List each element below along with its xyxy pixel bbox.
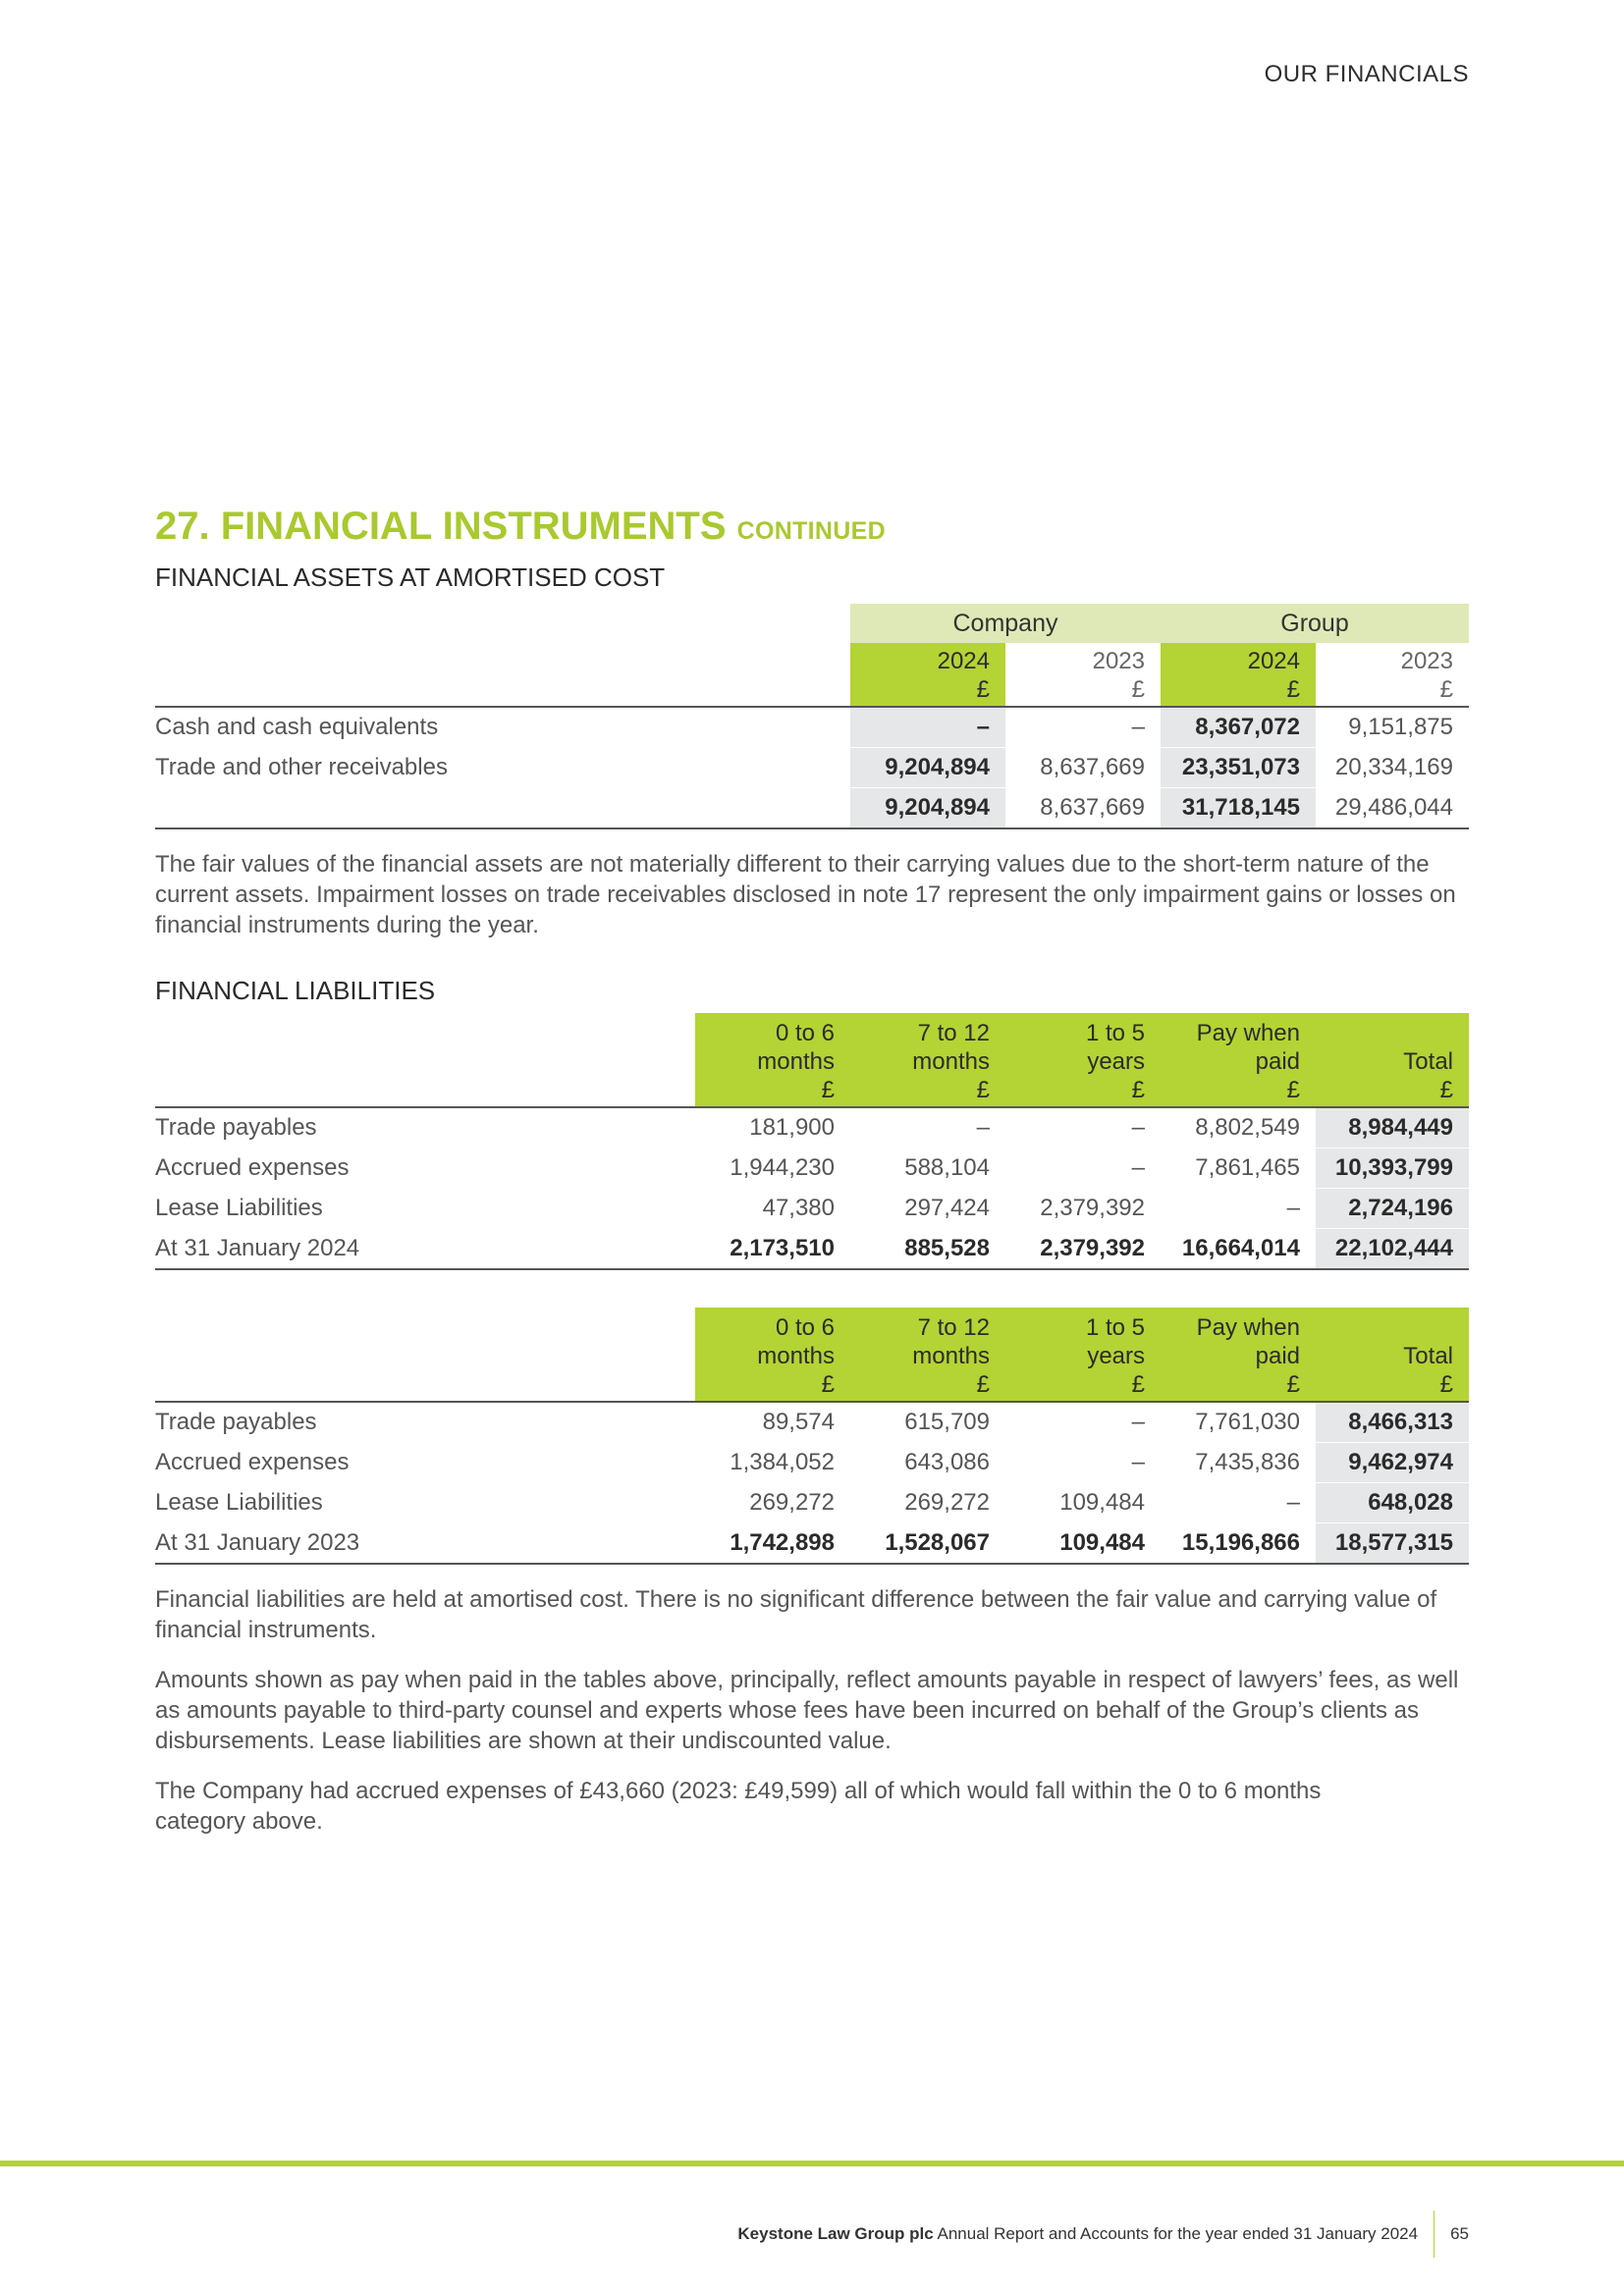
table-cell: 588,104 bbox=[850, 1148, 1005, 1189]
total-row bbox=[155, 788, 1469, 829]
table-cell: 7,435,836 bbox=[1161, 1443, 1316, 1483]
table-cell: – bbox=[1161, 1189, 1316, 1229]
table-cell: 29,486,044 bbox=[1316, 788, 1469, 829]
table-cell: 18,577,315 bbox=[1316, 1523, 1469, 1565]
year-header bbox=[1316, 643, 1469, 707]
table-cell: 109,484 bbox=[1005, 1523, 1161, 1565]
column-header bbox=[1316, 1013, 1469, 1107]
table-cell: 15,196,866 bbox=[1161, 1523, 1316, 1565]
column-header-line: months bbox=[757, 1343, 835, 1369]
column-header bbox=[1316, 1308, 1469, 1402]
column-header-line: years bbox=[1087, 1343, 1145, 1369]
table-cell: 23,351,073 bbox=[1161, 748, 1316, 788]
table-cell: – bbox=[1005, 707, 1161, 748]
year-header bbox=[1161, 643, 1316, 707]
liabilities-header-row bbox=[155, 1013, 1469, 1107]
table-cell: 8,802,549 bbox=[1161, 1107, 1316, 1148]
liabilities-table-2023 bbox=[155, 1308, 1469, 1565]
column-header-line: months bbox=[912, 1048, 990, 1075]
row-label: Accrued expenses bbox=[155, 1443, 695, 1483]
column-header-line: 1 to 5 bbox=[1085, 1020, 1145, 1046]
page-number: 65 bbox=[1450, 2224, 1469, 2243]
liabilities-table-2024 bbox=[155, 1013, 1469, 1270]
table-row bbox=[155, 1107, 1469, 1148]
row-label: Trade payables bbox=[155, 1402, 695, 1443]
assets-table bbox=[155, 604, 1469, 829]
currency-label: £ bbox=[1131, 676, 1145, 703]
assets-group-row bbox=[155, 604, 1469, 643]
column-header bbox=[850, 1013, 1005, 1107]
table-cell: 8,466,313 bbox=[1316, 1402, 1469, 1443]
body-paragraph: The Company had accrued expenses of £43,660 (2023: £49,599) all of which would fall within the 0 to 6 months category above. bbox=[155, 1778, 1322, 1835]
page-footer bbox=[737, 2211, 1469, 2258]
currency-label: £ bbox=[1439, 676, 1453, 703]
currency-label: £ bbox=[1286, 676, 1300, 703]
footer-company: Keystone Law Group plc bbox=[737, 2224, 934, 2243]
table-cell: 22,102,444 bbox=[1316, 1229, 1469, 1270]
table-cell: 181,900 bbox=[695, 1107, 850, 1148]
column-header bbox=[695, 1013, 850, 1107]
year-2023-company: 2023 bbox=[1092, 648, 1145, 674]
column-header-line: 0 to 6 bbox=[775, 1314, 835, 1341]
table-cell: 1,384,052 bbox=[695, 1443, 850, 1483]
company-group-header: Company bbox=[850, 604, 1161, 643]
currency-label: £ bbox=[1439, 1371, 1453, 1398]
table-cell: 269,272 bbox=[850, 1483, 1005, 1523]
row-label: Accrued expenses bbox=[155, 1148, 695, 1189]
assets-year-row bbox=[155, 643, 1469, 707]
continued-label: CONTINUED bbox=[736, 517, 886, 545]
table-cell: 8,367,072 bbox=[1161, 707, 1316, 748]
assets-heading: FINANCIAL ASSETS AT AMORTISED COST bbox=[155, 562, 666, 592]
table-cell: 20,334,169 bbox=[1316, 748, 1469, 788]
total-row bbox=[155, 1523, 1469, 1565]
table-row bbox=[155, 1443, 1469, 1483]
total-row bbox=[155, 1229, 1469, 1270]
table-row bbox=[155, 1402, 1469, 1443]
row-label: Cash and cash equivalents bbox=[155, 707, 850, 748]
year-header bbox=[850, 643, 1005, 707]
table-cell: – bbox=[850, 1107, 1005, 1148]
table-cell: – bbox=[1005, 1107, 1161, 1148]
year-2024-company: 2024 bbox=[937, 648, 990, 674]
table-cell: 2,724,196 bbox=[1316, 1189, 1469, 1229]
table-cell: 31,718,145 bbox=[1161, 788, 1316, 829]
table-cell: 47,380 bbox=[695, 1189, 850, 1229]
table-cell: 1,528,067 bbox=[850, 1523, 1005, 1565]
table-cell: 8,637,669 bbox=[1005, 748, 1161, 788]
liabilities-header-row bbox=[155, 1308, 1469, 1402]
table-cell: 615,709 bbox=[850, 1402, 1005, 1443]
table-row bbox=[155, 1148, 1469, 1189]
row-label bbox=[155, 788, 850, 829]
table-row bbox=[155, 1189, 1469, 1229]
table-cell: 297,424 bbox=[850, 1189, 1005, 1229]
assets-paragraph: The fair values of the financial assets are not materially different to their carrying values due to the short-term nature of the current assets. Impairment losses on trade receivables disclosed in note 17 represent the only impairment gains or losses on financial instruments during the year. bbox=[155, 851, 1456, 938]
column-header-line: 7 to 12 bbox=[917, 1314, 990, 1341]
column-header bbox=[1161, 1308, 1316, 1402]
currency-label: £ bbox=[1131, 1371, 1145, 1398]
row-label: Lease Liabilities bbox=[155, 1189, 695, 1229]
table-row bbox=[155, 748, 1469, 788]
column-header bbox=[1005, 1308, 1161, 1402]
note-content bbox=[155, 503, 1469, 1856]
table-row bbox=[155, 707, 1469, 748]
row-label: Lease Liabilities bbox=[155, 1483, 695, 1523]
row-label: Trade and other receivables bbox=[155, 748, 850, 788]
table-cell: 885,528 bbox=[850, 1229, 1005, 1270]
column-header-line: 0 to 6 bbox=[775, 1020, 835, 1046]
table-cell: – bbox=[850, 707, 1005, 748]
currency-label: £ bbox=[1286, 1371, 1300, 1398]
column-header bbox=[695, 1308, 850, 1402]
currency-label: £ bbox=[1131, 1077, 1145, 1103]
body-paragraph: Financial liabilities are held at amortised cost. There is no significant difference between the fair value and carrying value of financial instruments. bbox=[155, 1586, 1437, 1643]
footer-separator bbox=[1434, 2211, 1435, 2258]
table-cell: – bbox=[1005, 1443, 1161, 1483]
table-cell: 8,984,449 bbox=[1316, 1107, 1469, 1148]
row-label: At 31 January 2023 bbox=[155, 1523, 695, 1565]
table-cell: 16,664,014 bbox=[1161, 1229, 1316, 1270]
body-paragraph: Amounts shown as pay when paid in the tables above, principally, reflect amounts payable in respect of lawyers’ fees, as well as amounts payable to third-party counsel and experts whose fees have been incurred on behalf of the Group’s clients as disbursements. Lease liabilities are shown at their undiscounted value. bbox=[155, 1667, 1459, 1754]
column-header bbox=[1161, 1013, 1316, 1107]
year-header bbox=[1005, 643, 1161, 707]
column-header-line: paid bbox=[1255, 1048, 1300, 1075]
currency-label: £ bbox=[976, 1371, 990, 1398]
table-cell: 269,272 bbox=[695, 1483, 850, 1523]
column-header-line: Total bbox=[1403, 1048, 1453, 1075]
liabilities-heading: FINANCIAL LIABILITIES bbox=[155, 976, 436, 1005]
table-cell: 7,861,465 bbox=[1161, 1148, 1316, 1189]
table-cell: 8,637,669 bbox=[1005, 788, 1161, 829]
currency-label: £ bbox=[821, 1077, 835, 1103]
table-cell: 109,484 bbox=[1005, 1483, 1161, 1523]
table-cell: – bbox=[1161, 1483, 1316, 1523]
column-header bbox=[850, 1308, 1005, 1402]
table-cell: 648,028 bbox=[1316, 1483, 1469, 1523]
currency-label: £ bbox=[1286, 1077, 1300, 1103]
table-cell: 2,379,392 bbox=[1005, 1229, 1161, 1270]
note-title bbox=[155, 503, 1469, 555]
year-2023-group: 2023 bbox=[1400, 648, 1453, 674]
section-header: OUR FINANCIALS bbox=[1264, 61, 1469, 87]
table-cell: 10,393,799 bbox=[1316, 1148, 1469, 1189]
table-cell: 89,574 bbox=[695, 1402, 850, 1443]
currency-label: £ bbox=[1439, 1077, 1453, 1103]
column-header-line: 1 to 5 bbox=[1085, 1314, 1145, 1341]
footer-text bbox=[737, 2224, 1418, 2244]
column-header-line: Pay when bbox=[1196, 1314, 1300, 1341]
table-cell: 9,204,894 bbox=[850, 748, 1005, 788]
table-cell: 9,151,875 bbox=[1316, 707, 1469, 748]
column-header-line: Pay when bbox=[1196, 1020, 1300, 1046]
column-header-line: months bbox=[912, 1343, 990, 1369]
table-cell: 2,173,510 bbox=[695, 1229, 850, 1270]
column-header-line: 7 to 12 bbox=[917, 1020, 990, 1046]
column-header-line: Total bbox=[1403, 1343, 1453, 1369]
table-cell: 9,462,974 bbox=[1316, 1443, 1469, 1483]
row-label: At 31 January 2024 bbox=[155, 1229, 695, 1270]
currency-label: £ bbox=[821, 1371, 835, 1398]
table-cell: 643,086 bbox=[850, 1443, 1005, 1483]
column-header-line: years bbox=[1087, 1048, 1145, 1075]
table-cell: 7,761,030 bbox=[1161, 1402, 1316, 1443]
currency-label: £ bbox=[976, 676, 990, 703]
table-cell: – bbox=[1005, 1148, 1161, 1189]
table-cell: 1,742,898 bbox=[695, 1523, 850, 1565]
table-row bbox=[155, 1483, 1469, 1523]
column-header bbox=[1005, 1013, 1161, 1107]
table-cell: 1,944,230 bbox=[695, 1148, 850, 1189]
note-title-text: 27. FINANCIAL INSTRUMENTS bbox=[155, 505, 727, 548]
row-label: Trade payables bbox=[155, 1107, 695, 1148]
group-group-header: Group bbox=[1161, 604, 1469, 643]
footer-report-title: Annual Report and Accounts for the year ended 31 January 2024 bbox=[937, 2224, 1419, 2243]
column-header-line: paid bbox=[1255, 1343, 1300, 1369]
table-cell: 9,204,894 bbox=[850, 788, 1005, 829]
footer-rule bbox=[0, 2161, 1624, 2166]
table-cell: – bbox=[1005, 1402, 1161, 1443]
table-cell: 2,379,392 bbox=[1005, 1189, 1161, 1229]
column-header-line: months bbox=[757, 1048, 835, 1075]
year-2024-group: 2024 bbox=[1247, 648, 1300, 674]
currency-label: £ bbox=[976, 1077, 990, 1103]
